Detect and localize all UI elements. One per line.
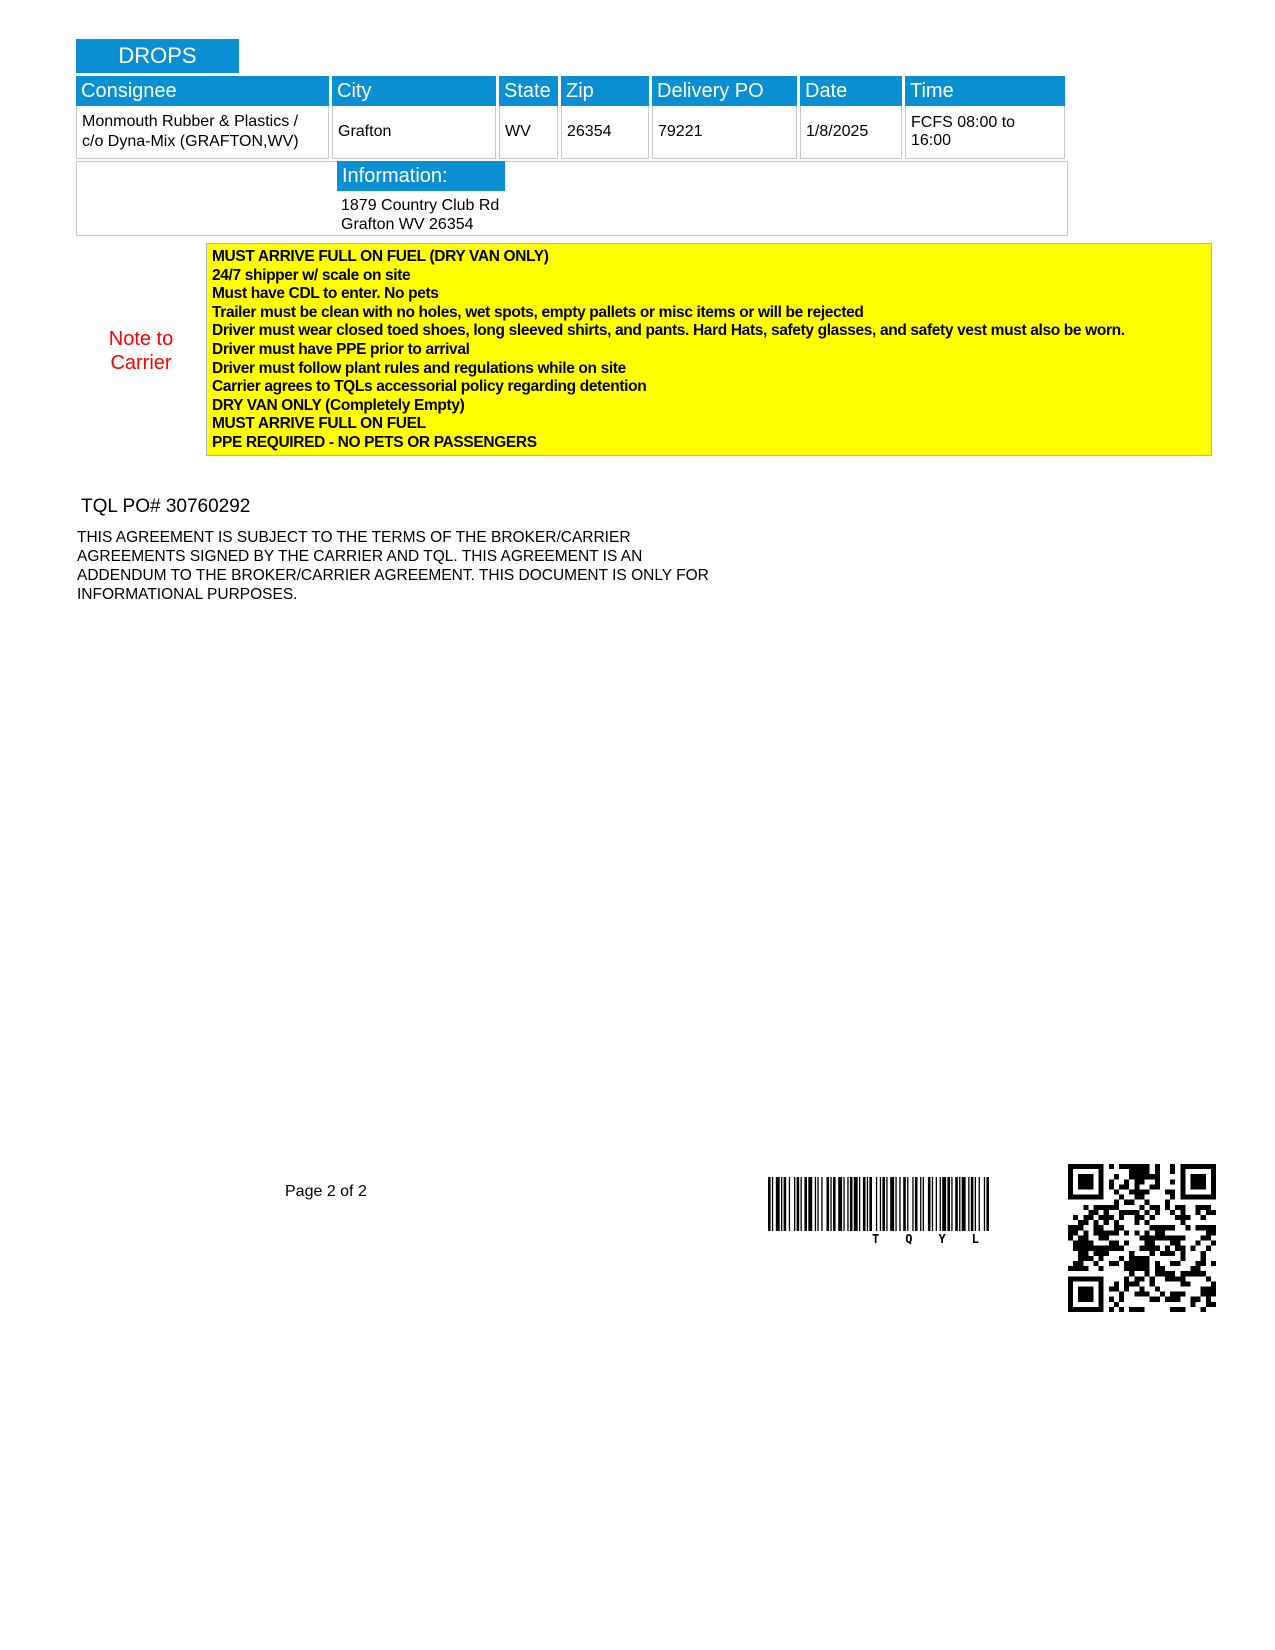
table-header-row bbox=[76, 76, 1065, 106]
header-state: State bbox=[499, 76, 558, 106]
note-line: PPE REQUIRED - NO PETS OR PASSENGERS bbox=[212, 433, 537, 451]
header-time: Time bbox=[905, 76, 1065, 106]
cell-date: 1/8/2025 bbox=[800, 106, 902, 159]
information-label: Information: bbox=[337, 161, 505, 191]
note-label-line-1: Note to bbox=[108, 328, 174, 350]
note-line: DRY VAN ONLY (Completely Empty) bbox=[212, 396, 465, 414]
cell-state: WV bbox=[499, 106, 558, 159]
cell-time: FCFS 08:00 to 16:00 bbox=[905, 106, 1065, 159]
barcode-caption: TQYL bbox=[872, 1232, 1005, 1246]
terms-line: INFORMATIONAL PURPOSES. bbox=[77, 586, 298, 603]
information-box bbox=[76, 161, 1068, 236]
section-title-drops: DROPS bbox=[76, 39, 239, 73]
note-line: Driver must follow plant rules and regulations while on site bbox=[212, 359, 626, 377]
cell-consignee: Monmouth Rubber & Plastics / c/o Dyna-Mix (GRAFTON,WV) bbox=[76, 106, 329, 159]
address-line-2: Grafton WV 26354 bbox=[341, 216, 474, 233]
carrier-notes-box bbox=[206, 243, 1212, 456]
table-row bbox=[76, 106, 1065, 159]
cell-zip: 26354 bbox=[561, 106, 649, 159]
note-line: MUST ARRIVE FULL ON FUEL (DRY VAN ONLY) bbox=[212, 248, 549, 265]
note-line: MUST ARRIVE FULL ON FUEL bbox=[212, 415, 426, 433]
header-consignee: Consignee bbox=[76, 76, 329, 106]
barcode-icon bbox=[768, 1177, 1050, 1235]
note-line: Must have CDL to enter. No pets bbox=[212, 285, 439, 303]
header-date: Date bbox=[800, 76, 902, 106]
terms-line: AGREEMENTS SIGNED BY THE CARRIER AND TQL. THIS AGREEMENT IS AN bbox=[77, 548, 643, 565]
address-line-1: 1879 Country Club Rd bbox=[341, 197, 500, 214]
drops-table bbox=[73, 76, 1068, 159]
cell-delivery-po: 79221 bbox=[652, 106, 797, 159]
header-zip: Zip bbox=[561, 76, 649, 106]
terms-line: ADDENDUM TO THE BROKER/CARRIER AGREEMENT. THIS DOCUMENT IS ONLY FOR bbox=[77, 567, 709, 584]
note-line: 24/7 shipper w/ scale on site bbox=[212, 266, 411, 284]
header-delivery-po: Delivery PO bbox=[652, 76, 797, 106]
qr-code-icon bbox=[1068, 1164, 1216, 1312]
tql-po-number: TQL PO# 30760292 bbox=[81, 496, 251, 517]
note-to-carrier-label bbox=[96, 327, 186, 375]
information-address bbox=[341, 196, 499, 234]
agreement-terms bbox=[77, 528, 777, 604]
page-number: Page 2 of 2 bbox=[285, 1183, 367, 1200]
note-line: Driver must wear closed toed shoes, long sleeved shirts, and pants. Hard Hats, safety glasses, and safety vest must also be worn. bbox=[212, 322, 1125, 340]
note-line: Trailer must be clean with no holes, wet spots, empty pallets or misc items or will be rejected bbox=[212, 303, 864, 321]
cell-city: Grafton bbox=[332, 106, 496, 159]
terms-line: THIS AGREEMENT IS SUBJECT TO THE TERMS OF THE BROKER/CARRIER bbox=[77, 529, 631, 546]
header-city: City bbox=[332, 76, 496, 106]
note-line: Driver must have PPE prior to arrival bbox=[212, 340, 470, 358]
note-label-line-2: Carrier bbox=[110, 352, 172, 374]
note-line: Carrier agrees to TQLs accessorial policy regarding detention bbox=[212, 378, 647, 396]
